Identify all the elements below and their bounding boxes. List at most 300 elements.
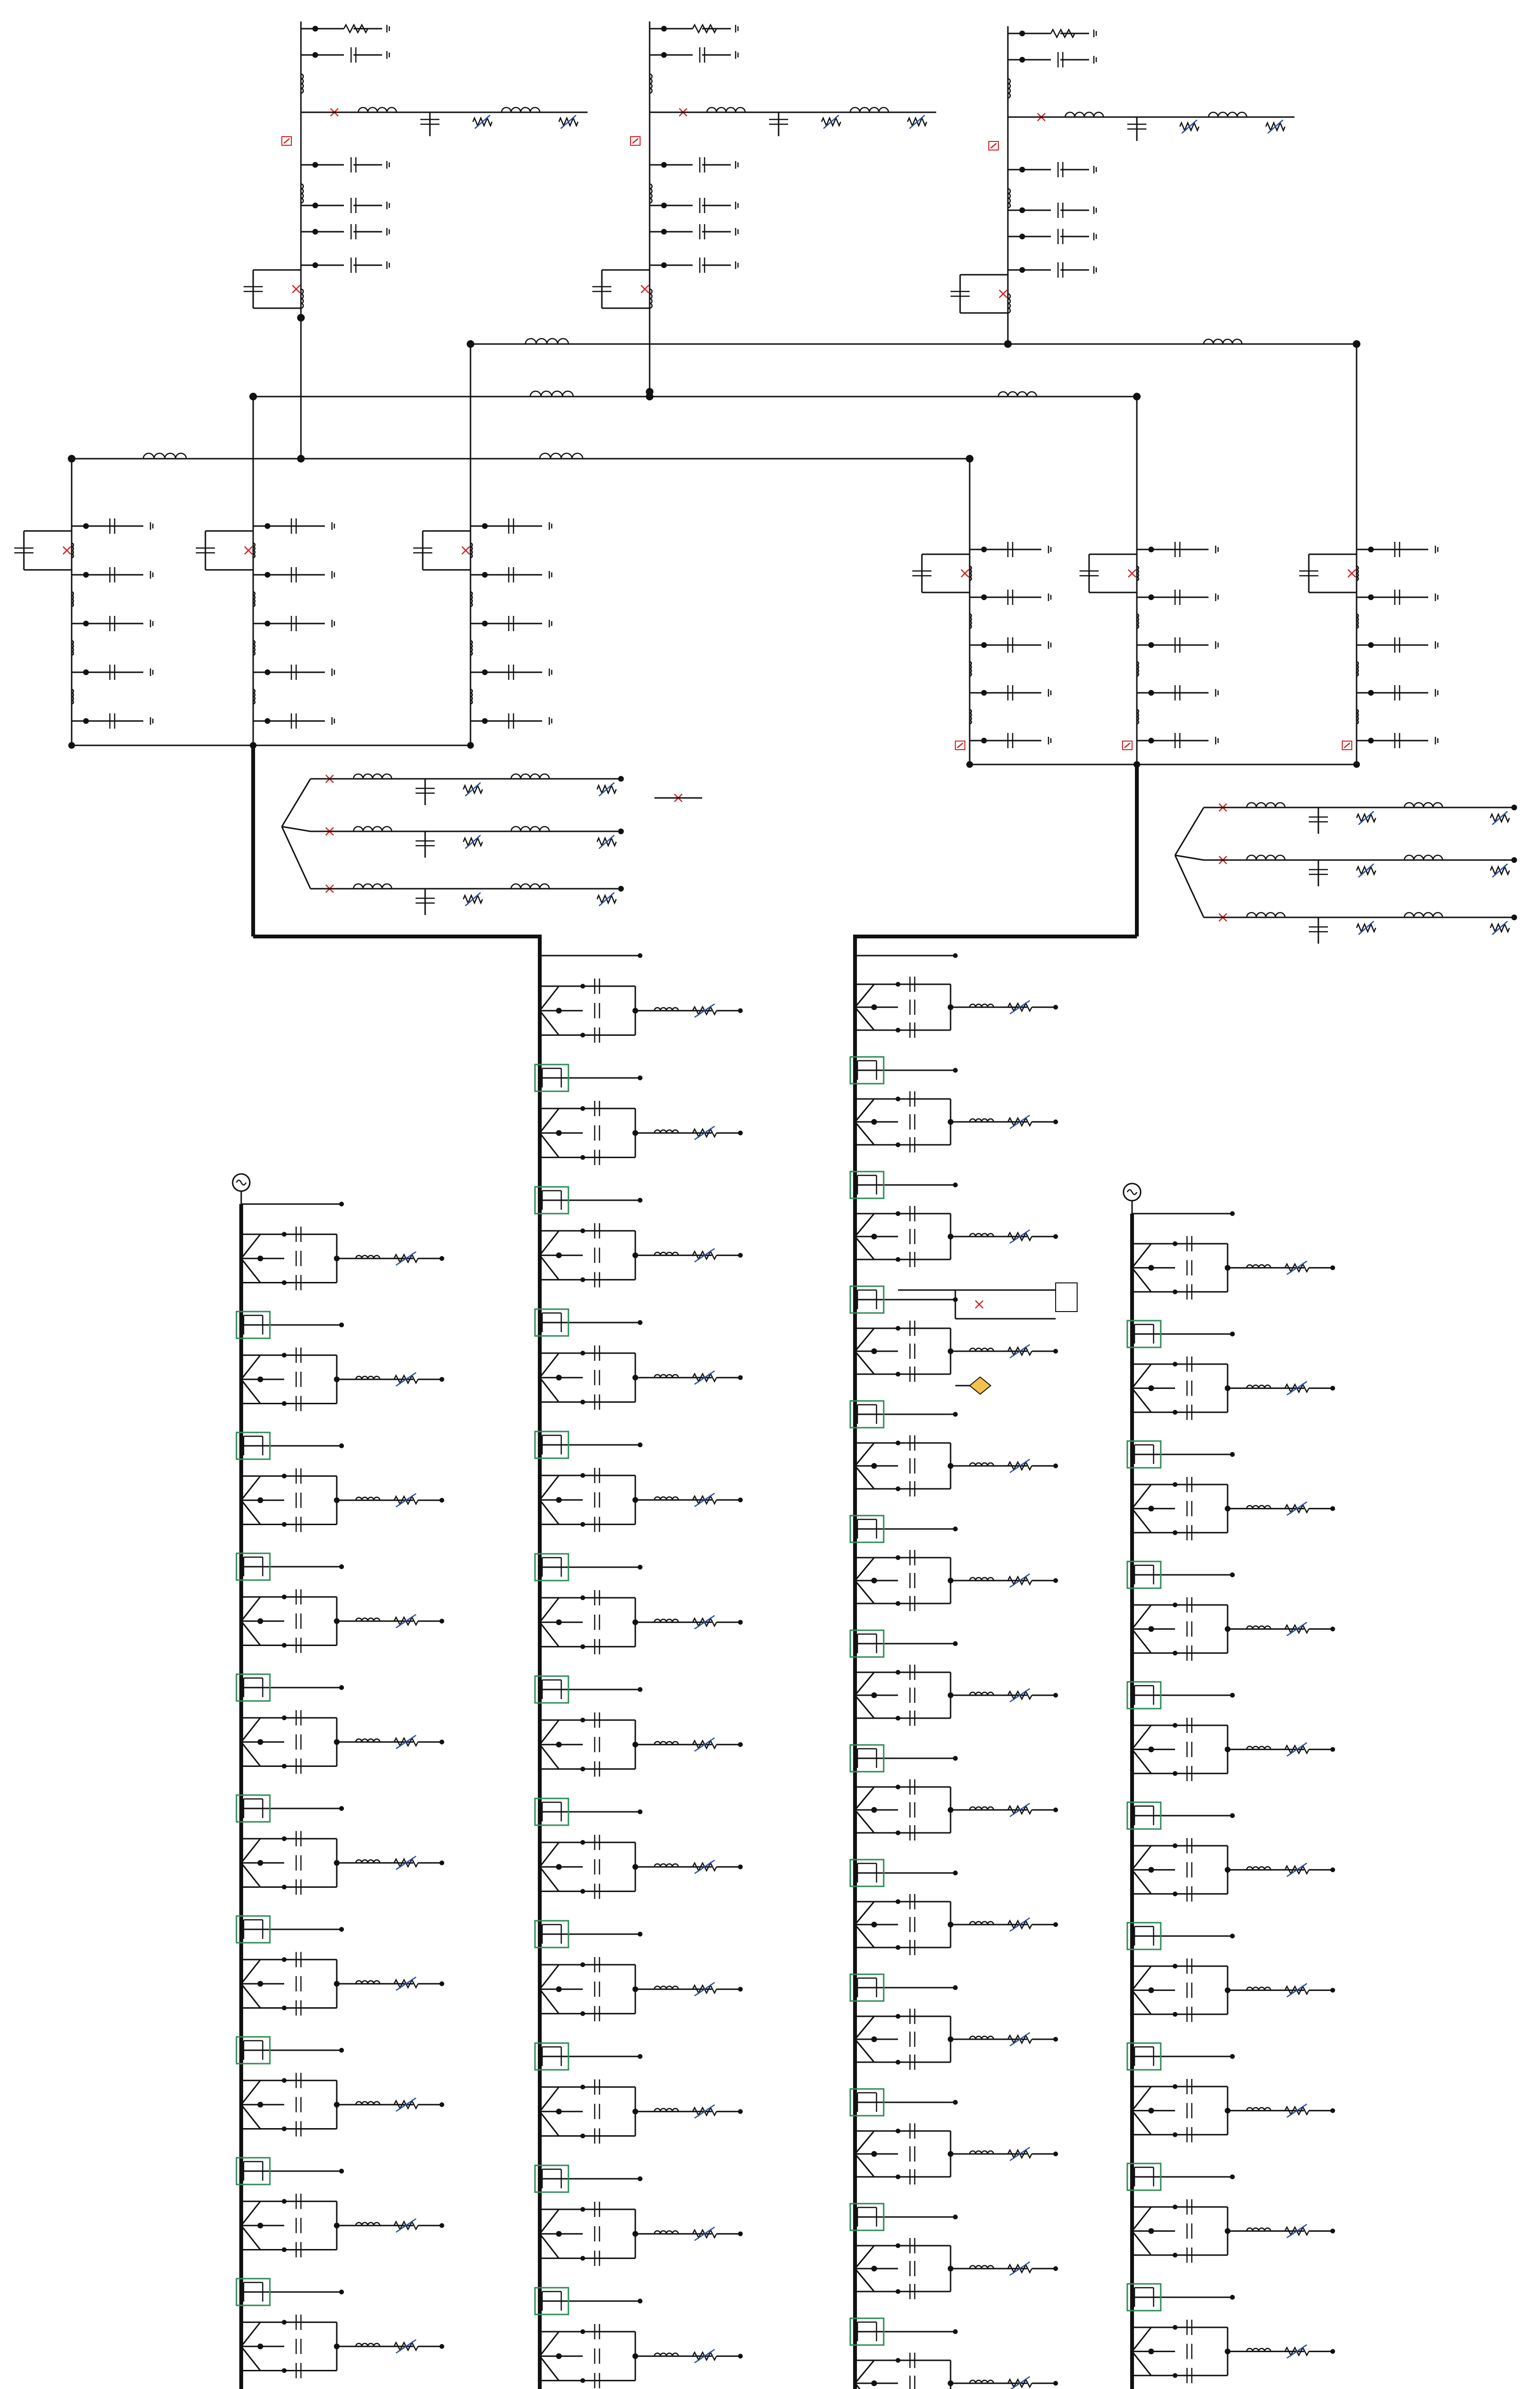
junction-dot: [738, 1497, 743, 1502]
resistor: [394, 1494, 418, 1507]
ground-symbol: [387, 261, 389, 269]
junction-dot: [948, 1692, 953, 1698]
cell-wire: [855, 1695, 874, 1718]
ladder-chain: [233, 1174, 444, 2389]
junction-dot: [1053, 2266, 1058, 2271]
switch: [63, 547, 71, 554]
junction-dot: [334, 1256, 340, 1261]
junction-dot: [1230, 2054, 1235, 2059]
ladder-cell: [540, 1687, 743, 1814]
ground-symbol: [1435, 546, 1438, 553]
junction-dot: [953, 2215, 958, 2219]
junction-dot: [948, 2151, 953, 2157]
fault-marker: [1342, 741, 1352, 750]
junction-dot: [556, 1252, 562, 1258]
resistor: [394, 2219, 418, 2232]
junction-dot: [1019, 207, 1025, 213]
ground-symbol: [736, 25, 738, 32]
three-phase-stack: [14, 502, 153, 749]
capacitor: [910, 1458, 915, 1474]
junction-dot: [981, 594, 987, 600]
junction-dot: [1225, 1626, 1230, 1632]
junction-dot: [638, 2176, 642, 2181]
junction-dot: [556, 2231, 562, 2237]
ac-source: [1123, 1184, 1141, 1214]
resistor: [1285, 1502, 1309, 1515]
junction-dot: [948, 1922, 953, 1927]
ladder-cell: [540, 1809, 743, 1937]
cell-wire: [855, 2360, 874, 2383]
ladder-cell: [540, 2176, 743, 2303]
junction-dot: [1053, 1922, 1058, 1927]
junction-dot: [1019, 57, 1025, 63]
capacitor: [296, 2218, 301, 2233]
inductor-coil: [530, 391, 573, 397]
resistor: [394, 2098, 418, 2111]
junction-dot: [871, 2036, 877, 2042]
junction-dot: [1230, 2295, 1235, 2300]
junction-dot: [339, 2290, 344, 2294]
capacitor: [296, 1734, 301, 1750]
junction-dot: [556, 1986, 562, 1992]
capacitor: [595, 1248, 599, 1263]
ladder-cell: [855, 953, 1058, 1073]
junction-dot: [482, 718, 488, 724]
resistor: [1285, 2104, 1309, 2117]
ladder-cell: [855, 2329, 1058, 2389]
cell-wire: [540, 2209, 559, 2234]
resistor: [1008, 2377, 1032, 2389]
junction-dot: [1053, 2037, 1058, 2042]
resistor-arrow: [599, 835, 614, 849]
junction-dot: [439, 2223, 444, 2228]
resistor: [693, 1004, 717, 1017]
capacitor: [910, 1344, 915, 1359]
ladder-cell: [855, 1641, 1058, 1761]
junction-dot: [738, 1253, 743, 1258]
capacitor: [296, 1372, 301, 1387]
current-probe: [970, 1377, 991, 1394]
cell-wire: [855, 2131, 874, 2154]
ladder-cell: [241, 1685, 444, 1811]
cell-wire: [241, 1234, 260, 1259]
cell-wire: [1132, 1990, 1151, 2014]
ladder-cell: [540, 953, 743, 1080]
cell-wire: [1132, 1846, 1151, 1870]
junction-dot: [618, 829, 624, 834]
capacitor: [910, 1802, 915, 1818]
ground-symbol: [1435, 593, 1438, 601]
junction-dot: [1019, 267, 1025, 273]
cell-wire: [540, 1377, 559, 1402]
ladder-cell: [540, 1565, 743, 1692]
junction-dot: [638, 2054, 642, 2059]
resistor-arrow: [1268, 120, 1283, 133]
fault-marker: [989, 141, 998, 150]
junction-dot: [556, 1008, 562, 1013]
capacitor: [595, 2104, 599, 2119]
junction-dot: [1230, 1693, 1235, 1698]
junction-dot: [1330, 2228, 1335, 2233]
cell-wire: [540, 1965, 559, 1989]
resistor-arrow: [1358, 921, 1374, 935]
junction-dot: [953, 1985, 958, 1990]
cell-wire: [241, 1742, 260, 1766]
junction-dot: [312, 162, 318, 168]
ground-symbol: [1435, 737, 1438, 744]
junction-dot: [1511, 915, 1517, 920]
junction-dot: [334, 1860, 340, 1866]
junction-dot: [439, 1861, 444, 1865]
junction-dot: [638, 1320, 642, 1325]
junction-dot: [1019, 31, 1025, 36]
ladder-cell: [855, 1068, 1058, 1187]
junction-dot: [1230, 1452, 1235, 1457]
ground-symbol: [1048, 641, 1051, 649]
junction-dot: [265, 718, 270, 724]
cell-wire: [540, 1108, 559, 1133]
ground-symbol: [1435, 689, 1438, 697]
junction-dot: [1053, 1464, 1058, 1468]
switch: [1128, 570, 1136, 577]
resistor: [463, 783, 482, 796]
resistor: [1285, 1863, 1309, 1876]
junction-dot: [1225, 1506, 1230, 1511]
cell-wire: [855, 1787, 874, 1810]
ladder-cell: [241, 2169, 444, 2294]
capacitor: [1187, 1862, 1192, 1877]
capacitor: [910, 1114, 915, 1130]
ladder-cell: [241, 1202, 444, 1327]
ground-symbol: [1216, 641, 1218, 649]
resistor: [1285, 2224, 1309, 2238]
junction-dot: [661, 262, 667, 268]
junction-dot: [334, 1739, 340, 1745]
junction-dot: [556, 1864, 562, 1870]
ladder-cell: [540, 1320, 743, 1447]
junction-dot: [1225, 1746, 1230, 1752]
main-feeder: [855, 936, 1137, 2389]
junction-dot: [638, 953, 642, 958]
resistor: [822, 115, 841, 129]
junction-dot: [1230, 1332, 1235, 1336]
junction-dot: [871, 1922, 877, 1927]
junction-dot: [632, 2353, 638, 2359]
resistor: [1008, 2033, 1032, 2046]
junction-dot: [948, 1578, 953, 1583]
junction-dot: [265, 572, 270, 578]
cell-wire: [855, 1099, 874, 1122]
junction-dot: [981, 547, 987, 552]
resistor: [394, 1856, 418, 1870]
cell-wire: [1132, 2110, 1151, 2134]
capacitor: [296, 2339, 301, 2354]
ground-symbol: [549, 522, 552, 530]
junction-dot: [265, 523, 270, 529]
junction-dot: [257, 1256, 263, 1261]
junction-dot: [339, 1685, 344, 1690]
junction-dot: [871, 1692, 877, 1698]
junction-dot: [953, 1412, 958, 1417]
three-phase-stack: [1080, 526, 1218, 768]
resistor: [1180, 120, 1199, 133]
junction-dot: [439, 1498, 444, 1503]
cell-wire: [1132, 2207, 1151, 2231]
ladder-cell: [540, 1932, 743, 2059]
resistor: [693, 1615, 717, 1629]
junction-dot: [632, 1252, 638, 1258]
resistor: [394, 1735, 418, 1749]
junction-dot: [638, 1687, 642, 1692]
ground-symbol: [1048, 689, 1051, 697]
junction-dot: [738, 1008, 743, 1013]
junction-dot: [871, 2380, 877, 2386]
cell-wire: [540, 1475, 559, 1500]
cell-wire: [241, 2346, 260, 2371]
junction-dot: [1148, 690, 1154, 696]
junction-dot: [83, 669, 89, 675]
junction-dot: [339, 2048, 344, 2053]
ladder-cell: [1132, 1211, 1335, 1336]
junction-dot: [1330, 2349, 1335, 2354]
junction-dot: [632, 1497, 638, 1503]
junction-dot: [83, 523, 89, 529]
junction-dot: [953, 1183, 958, 1187]
ground-symbol: [332, 668, 334, 676]
junction-dot: [257, 2223, 263, 2228]
junction-dot: [1330, 1988, 1335, 1992]
junction-dot: [334, 1377, 340, 1382]
ladder-cell: [1132, 1332, 1335, 1457]
capacitor: [595, 1614, 599, 1630]
ground-symbol: [1435, 641, 1438, 649]
resistor-arrow: [1358, 864, 1374, 877]
junction-dot: [948, 2036, 953, 2042]
junction-dot: [556, 1742, 562, 1747]
resistor: [1008, 1459, 1032, 1473]
source-wave: [236, 1180, 246, 1185]
junction-dot: [953, 1641, 958, 1646]
junction-dot: [439, 1256, 444, 1261]
inductor: [540, 453, 583, 459]
junction-dot: [948, 1463, 953, 1469]
inductor: [525, 339, 568, 344]
resistor: [1266, 120, 1285, 133]
junction-dot: [83, 572, 89, 578]
ground-symbol: [332, 571, 334, 579]
cell-wire: [540, 1720, 559, 1744]
junction-dot: [334, 2344, 340, 2349]
ladder-cell: [540, 1442, 743, 1570]
junction-dot: [1225, 1385, 1230, 1391]
junction-dot: [257, 1739, 263, 1745]
junction-dot: [638, 1076, 642, 1080]
junction-dot: [646, 393, 653, 400]
junction-dot: [632, 1375, 638, 1380]
junction-dot: [632, 1864, 638, 1870]
resistor-arrow: [561, 115, 576, 129]
cell-wire: [1132, 1605, 1151, 1629]
junction-dot: [257, 2102, 263, 2108]
junction-dot: [632, 1986, 638, 1992]
ground-symbol: [1094, 233, 1096, 240]
cell-wire: [1132, 2351, 1151, 2375]
resistor: [693, 1982, 717, 1996]
resistor-arrow: [599, 893, 614, 906]
junction-dot: [334, 2102, 340, 2108]
cell-wire: [855, 1328, 874, 1351]
cell-wire: [855, 1902, 874, 1925]
ground-symbol: [150, 522, 153, 530]
ladder-cell: [241, 2290, 444, 2389]
cell-wire: [855, 1214, 874, 1237]
ladder-cell: [540, 2054, 743, 2181]
junction-dot: [632, 1008, 638, 1013]
junction-dot: [556, 2109, 562, 2114]
resistor: [1008, 1001, 1032, 1014]
cell-wire: [855, 984, 874, 1007]
resistor: [394, 1614, 418, 1628]
cell-wire: [540, 1133, 559, 1157]
junction-dot: [632, 2231, 638, 2237]
cell-wire: [855, 1672, 874, 1695]
junction-dot: [1053, 1234, 1058, 1239]
switch: [1348, 570, 1356, 577]
cell-wire: [855, 1558, 874, 1581]
junction-dot: [638, 1198, 642, 1203]
resistor-arrow: [465, 893, 481, 906]
cell-wire: [540, 2087, 559, 2111]
ground-symbol: [150, 620, 153, 627]
ground-symbol: [332, 717, 334, 725]
junction-dot: [981, 738, 987, 743]
capacitor: [296, 2097, 301, 2112]
cell-wire: [540, 2356, 559, 2380]
capacitor: [910, 1917, 915, 1932]
cell-wire: [1132, 1485, 1151, 1508]
cell-wire: [540, 1231, 559, 1255]
junction-dot: [556, 1497, 562, 1503]
capacitor: [910, 2146, 915, 2162]
junction-dot: [339, 1202, 344, 1206]
junction-dot: [257, 1981, 263, 1987]
cell-wire: [540, 986, 559, 1011]
cell-wire: [1132, 1388, 1151, 1412]
resistor: [1008, 1689, 1032, 1702]
cell-wire: [855, 1237, 874, 1259]
cell-wire: [540, 1842, 559, 1867]
junction-dot: [1330, 1867, 1335, 1872]
junction-dot: [257, 1860, 263, 1866]
switch: [292, 285, 300, 293]
ground-symbol: [1216, 546, 1218, 553]
ground-symbol: [387, 51, 389, 59]
cell-wire: [241, 1959, 260, 1984]
cell-wire: [540, 2234, 559, 2258]
ladder-cell: [1132, 2054, 1335, 2179]
capacitor: [1187, 2223, 1192, 2238]
capacitor: [1187, 2344, 1192, 2359]
resistor-arrow: [475, 115, 490, 129]
capacitor: [1187, 1260, 1192, 1275]
resistor: [693, 1248, 717, 1262]
ladder-cell: [855, 2215, 1058, 2334]
capacitor: [595, 1859, 599, 1874]
ground-symbol: [387, 202, 389, 209]
junction-dot: [948, 1807, 953, 1813]
junction-dot: [638, 1565, 642, 1570]
resistor-arrow: [599, 783, 614, 796]
junction-dot: [1019, 234, 1025, 239]
marker-slash: [284, 139, 289, 143]
cell-wire: [855, 1007, 874, 1030]
inductor: [143, 453, 186, 459]
cell-wire: [855, 1466, 874, 1489]
junction-dot: [661, 52, 667, 58]
cell-wire: [1132, 1870, 1151, 1894]
junction-dot: [1148, 594, 1154, 600]
junction-dot: [871, 2266, 877, 2271]
capacitor: [910, 2261, 915, 2276]
cell-wire: [855, 2039, 874, 2062]
junction-dot: [1225, 2228, 1230, 2234]
resistor: [1285, 1743, 1309, 1756]
fan-wire: [1175, 855, 1204, 860]
junction-dot: [1230, 1211, 1235, 1216]
ac-source: [233, 1174, 250, 1204]
junction-dot: [1225, 2108, 1230, 2113]
junction-dot: [948, 1348, 953, 1354]
ground-symbol: [1094, 166, 1096, 173]
junction-dot: [632, 1130, 638, 1136]
cell-wire: [241, 1718, 260, 1742]
cell-wire: [241, 2105, 260, 2129]
ground-symbol: [549, 668, 552, 676]
resistor: [394, 1977, 418, 1991]
cell-wire: [855, 1351, 874, 1374]
cell-wire: [1132, 1268, 1151, 1291]
resistor-arrow: [1492, 811, 1508, 825]
switch: [641, 285, 649, 293]
junction-dot: [948, 1234, 953, 1239]
marker-slash: [632, 139, 638, 143]
junction-dot: [334, 1618, 340, 1624]
ladder-cell: [855, 1985, 1058, 2105]
marker-slash: [1344, 743, 1350, 748]
junction-dot: [482, 523, 488, 529]
junction-dot: [339, 1323, 344, 1327]
capacitor: [595, 2226, 599, 2241]
fan-wire: [282, 779, 310, 827]
capacitor: [595, 1981, 599, 1997]
junction-dot: [482, 621, 488, 626]
ladder-cell: [540, 1198, 743, 1325]
cell-wire: [855, 2269, 874, 2292]
junction-dot: [257, 1377, 263, 1382]
junction-dot: [738, 1620, 743, 1625]
ladder-cell: [1132, 2174, 1335, 2300]
ground-symbol: [549, 620, 552, 627]
junction-dot: [265, 621, 270, 626]
cell-wire: [1132, 1966, 1151, 1990]
cell-wire: [1132, 1725, 1151, 1749]
resistor: [1008, 1230, 1032, 1243]
ladder-cell: [855, 1527, 1058, 1646]
ladder-chain: [1123, 1184, 1335, 2389]
ladder-cell: [855, 2100, 1058, 2219]
ladder-cell: [241, 1443, 444, 1569]
junction-dot: [1053, 1119, 1058, 1124]
